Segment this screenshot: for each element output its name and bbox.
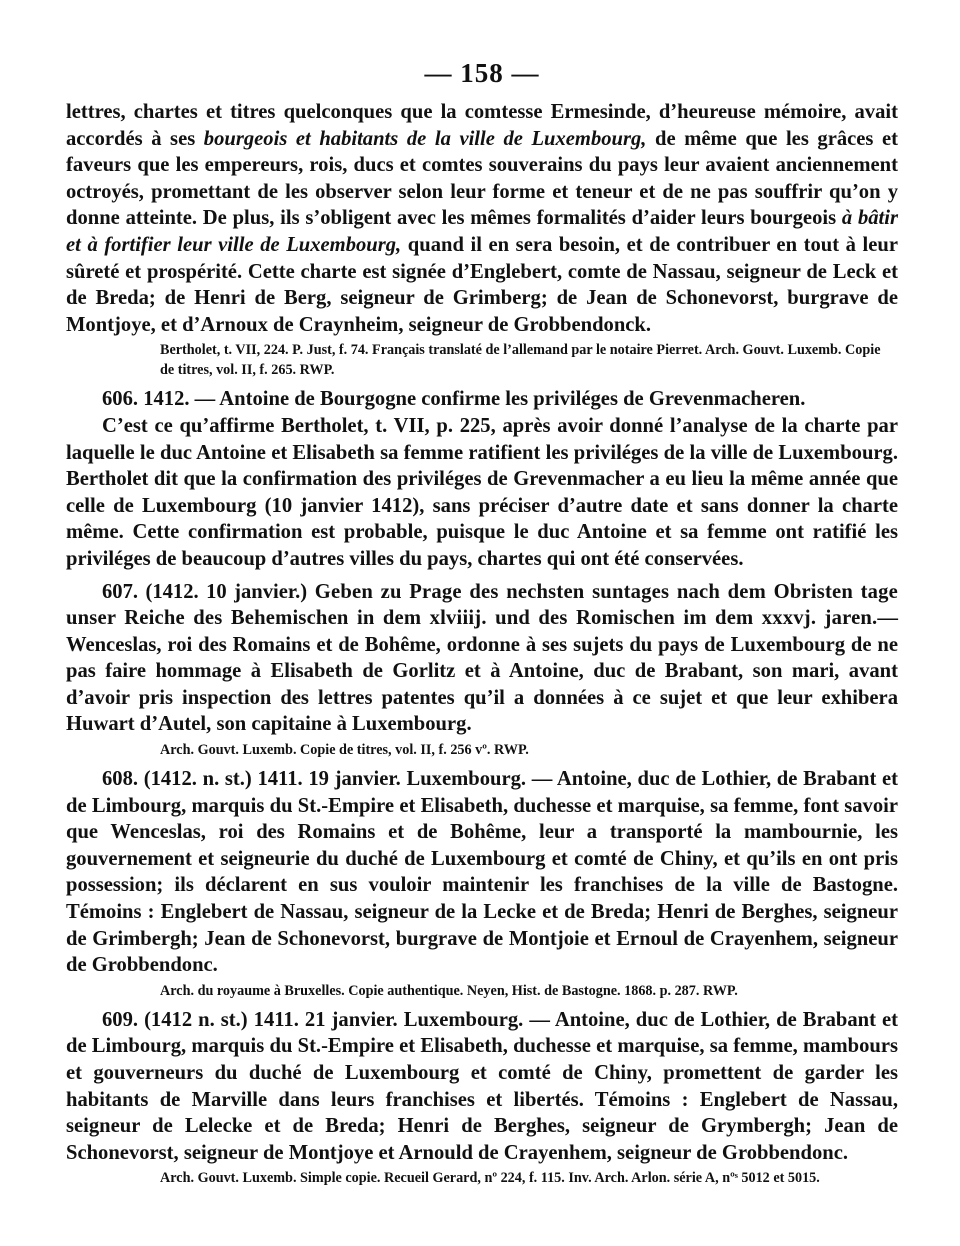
entry-summary: — Antoine de Bourgogne confirme les priviléges de Grevenmacheren. <box>189 388 806 411</box>
entry-year: 1411. <box>247 1008 299 1031</box>
entry-607 <box>66 579 898 761</box>
entry-number: 606. <box>102 388 144 411</box>
entry-606 <box>66 386 898 572</box>
intro-paragraph <box>66 99 898 338</box>
entry-number: 607. <box>102 580 146 603</box>
intro-text: lettres, chartes et titres quelconques que la comtesse Ermesinde, d’heureuse mémoire, avait accordés à ses <box>66 101 898 150</box>
entry-body: C’est ce qu’affirme Bertholet, t. VII, p. 225, après avoir donné l’analyse de la charte par laquelle le duc Antoine et Elisabeth sa femme ratifient les priviléges de la ville de Luxembourg. Bertholet dit que la confirmation des priviléges de Grevenmacher a eu lieu la même année que celle de Luxembourg (10 janvier 1412), sans préciser d’autre date et sans donner la charte même. Cette confirmation est probable, puisque le duc Antoine et sa femme ont ratifié les priviléges de beaucoup d’autres villes du pays, chartes qui ont été conservées. <box>66 414 898 570</box>
entry-text: — Antoine, duc de Lothier, de Brabant et de Limbourg, marquis du St.-Empire et Elisabeth, duchesse et marquise, sa femme, mambours et gouverneurs du duché de Luxembourg et comté de Chiny, promettent de garder les habitants de Marville dans leurs franchises et libertés. Témoins : Englebert de Nassau, seigneur de Lelecke et de Breda; Henri de Berghes, seigneur de Grymbergh; Jean de Schonevorst, seigneur de Montjoye et Arnould de Crayenhem, seigneur de Grobbendonc. <box>66 1008 898 1164</box>
source-note: Arch. Gouvt. Luxemb. Copie de titres, vol. II, f. 256 vº. RWP. <box>160 742 529 759</box>
source-note: Arch. du royaume à Bruxelles. Copie authentique. Neyen, Hist. de Bastogne. 1868. p. 287. RWP. <box>160 982 738 999</box>
entry-place: Luxembourg. <box>397 1008 524 1031</box>
gothic-dating-clause: Geben zu Prage des nechsten suntages nach dem Obristen tage unser Reiche des Behemischen in dem xlviiij. und des Romischen im dem xxxvj. jaren. <box>66 580 899 630</box>
entry-place: Luxembourg. <box>400 768 527 791</box>
source-note: Arch. Gouvt. Luxemb. Simple copie. Recueil Gerard, nº 224, f. 115. Inv. Arch. Arlon. série A, nºˢ 5012 et 5015. <box>160 1170 820 1187</box>
entry-year: 1412. <box>143 388 190 411</box>
intro-text: de même que les grâces et faveurs que les empereurs, rois, ducs et comtes souverains du pays leur avaient anciennement octroyés, promettant de les observer selon leur forme et teneur et de ne pas souffrir qu’on y donne atteinte. De plus, ils s’obligent avec les mêmes formalités d’aider leurs bourgeois <box>66 127 898 230</box>
entry-text: — Antoine, duc de Lothier, de Brabant et de Limbourg, marquis du St.-Empire et Elisabeth, duchesse et marquise, sa femme, font savoir que Wenceslas, roi des Romains et de Bohême, leur a transporté la mambournie, les gouvernement et seigneurie du duché de Luxembourg et comté de Chiny, et qu’ils en ont pris possession; ils déclarent en sus vouloir maintenir les franchises de la ville de Bastogne. Témoins : Englebert de Nassau, seigneur de la Lecke et de Breda; Henri de Berghes, seigneur de Grimbergh; Jean de Schonevorst, burgrave de Montjoie et Ernoul de Crayenhem, seigneur de Grobbendonc. <box>66 768 898 977</box>
entry-day: 19 janvier. <box>302 768 401 791</box>
entry-number: 609. <box>102 1008 145 1031</box>
entry-body <box>66 1007 898 1167</box>
entry-heading <box>66 386 898 413</box>
intro-italic: à bâtir et à fortifier leur ville de Luxembourg, <box>66 207 899 256</box>
intro-italic: bourgeois et habitants de la ville de Luxembourg, <box>203 127 647 150</box>
entry-608 <box>66 766 898 1001</box>
entry-year: 1411. <box>251 768 303 791</box>
entry-body <box>66 766 898 979</box>
intro-text: quand il en sera besoin, et de contribuer en tout à leur sûreté et prospérité. Cette charte est signée d’Englebert, comte de Nassau, seigneur de Leck et de Breda; de Henri de Berg, seigneur de Grimberg; de Jean de Schonevorst, burgrave de Montjoye, et d’Arnoux de Craynheim, seigneur de Grobbendonck. <box>66 233 898 336</box>
source-note: Bertholet, t. VII, 224. P. Just, f. 74. Français translaté de l’allemand par le notaire Pierret. Arch. Gouvt. Luxemb. Copie de titres, vol. II, f. 265. RWP. <box>160 342 881 379</box>
entry-number: 608. <box>102 768 144 791</box>
entry-date: (1412. 10 janvier.) <box>145 580 308 603</box>
page-number: — 158 — <box>424 58 540 88</box>
entry-text: —Wenceslas, roi des Romains et de Bohême, ordonne à ses sujets du pays de Luxembourg de ne pas faire hommage à Elisabeth de Gorlitz et à Antoine, duc de Brabant, son mari, avant d’avoir pris inspection des lettres patentes qu’il a données à ce sujet et que leur exhibera Huwart d’Autel, son capitaine à Luxembourg. <box>66 607 898 736</box>
entry-day: 21 janvier. <box>298 1008 398 1031</box>
entry-date: (1412 n. st.) <box>144 1008 248 1031</box>
entry-body <box>66 579 898 739</box>
entry-609 <box>66 1007 898 1189</box>
entry-date: (1412. n. st.) <box>143 768 252 791</box>
